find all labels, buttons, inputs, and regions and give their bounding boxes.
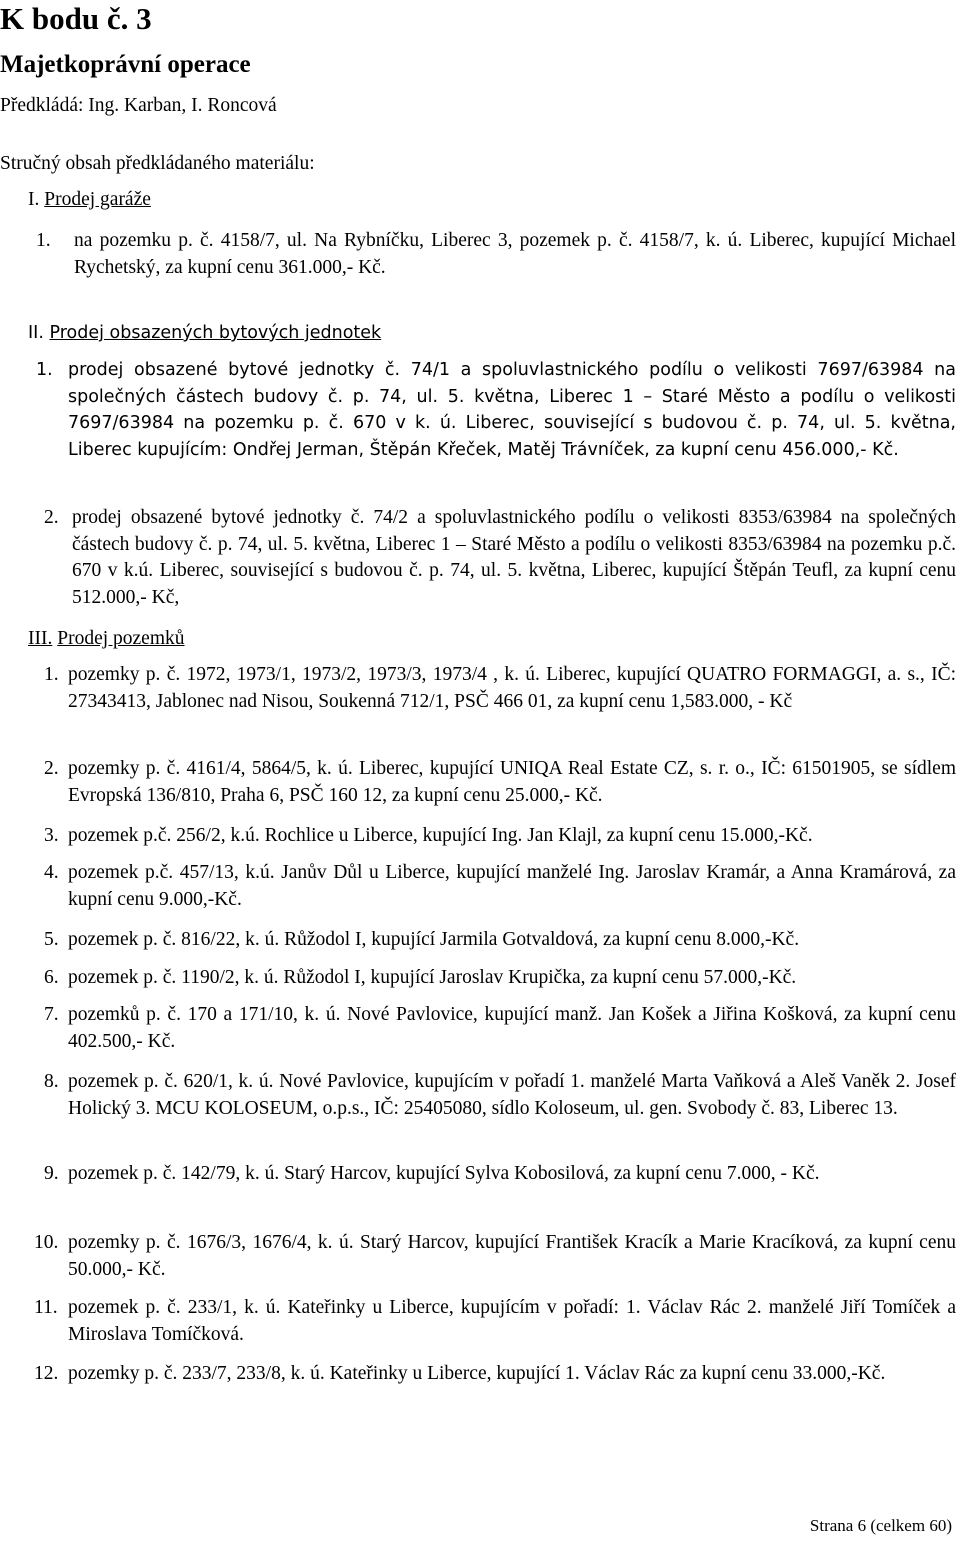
item-number: 2. (44, 758, 59, 779)
list-item (44, 1002, 956, 1055)
item-text: pozemky p. č. 4161/4, 5864/5, k. ú. Liberec, kupující UNIQA Real Estate CZ, s. r. o., IČ: 61501905, se sídlem Evropská 136/810, Praha 6, PSČ 160 12, za kupní cenu 25.000,- Kč. (68, 758, 956, 806)
item-text: pozemek p.č. 256/2, k.ú. Rochlice u Liberce, kupující Ing. Jan Klajl, za kupní cenu 15.000,-Kč. (68, 825, 813, 846)
section-title: Prodej garáže (44, 189, 151, 210)
item-number: 8. (44, 1071, 59, 1092)
item-text: pozemek p.č. 457/13, k.ú. Janův Důl u Liberce, kupující manželé Ing. Jaroslav Kramár, a Anna Kramárová, za kupní cenu 9.000,-Kč. (68, 862, 956, 910)
list-item (44, 860, 956, 913)
list-item (44, 1161, 956, 1188)
section-heading-land (28, 627, 185, 651)
section-numeral: I. (28, 189, 40, 210)
item-number: 10. (34, 1232, 59, 1253)
item-number: 1. (36, 360, 53, 380)
document-title: K bodu č. 3 (0, 1, 152, 36)
section-numeral: II. (28, 323, 44, 343)
list-item (36, 228, 956, 281)
list-item (34, 1361, 956, 1388)
list-item (44, 662, 956, 715)
item-text: prodej obsazené bytové jednotky č. 74/1 a spoluvlastnického podílu o velikosti 7697/63984 na společných částech budovy č. p. 74, ul. 5. května, Liberec 1 – Staré Město a podílu o velikosti 7697/63984 na pozemku p. č. 670 v k. ú. Liberec, související s budovou č. p. 74, ul. 5. května, Liberec kupujícím: Ondřej Jerman, Štěpán Křeček, Matěj Trávníček, za kupní cenu 456.000,- Kč. (68, 360, 956, 460)
item-number: 1. (36, 230, 51, 251)
document-subtitle: Majetkoprávní operace (0, 51, 251, 78)
item-text: pozemek p. č. 816/22, k. ú. Růžodol I, kupující Jarmila Gotvaldová, za kupní cenu 8.000,-Kč. (68, 929, 800, 950)
section-heading-units (28, 321, 381, 345)
item-text: pozemků p. č. 170 a 171/10, k. ú. Nové Pavlovice, kupující manž. Jan Košek a Jiřina Košková, za kupní cenu 402.500,- Kč. (68, 1004, 956, 1052)
item-number: 11. (34, 1297, 58, 1318)
list-item (44, 965, 956, 992)
list-item (34, 1295, 956, 1348)
list-item (44, 1069, 956, 1122)
item-text: pozemky p. č. 1676/3, 1676/4, k. ú. Starý Harcov, kupující František Kracík a Marie Kracíková, za kupní cenu 50.000,- Kč. (68, 1232, 956, 1280)
item-number: 9. (44, 1163, 59, 1184)
list-item (44, 756, 956, 809)
item-number: 1. (44, 664, 59, 685)
list-item (34, 1230, 956, 1283)
section-title: Prodej pozemků (57, 628, 185, 649)
item-number: 3. (44, 825, 59, 846)
section-heading-garage (28, 188, 151, 212)
item-number: 6. (44, 967, 59, 988)
page-number: Strana 6 (celkem 60) (809, 1516, 952, 1535)
item-text: pozemek p. č. 233/1, k. ú. Kateřinky u Liberce, kupujícím v pořadí: 1. Václav Rác 2. manželé Jiří Tomíček a Miroslava Tomíčková. (68, 1297, 956, 1345)
list-item (44, 927, 956, 954)
item-number: 4. (44, 862, 59, 883)
list-item (44, 823, 956, 850)
item-text: pozemky p. č. 233/7, 233/8, k. ú. Kateřinky u Liberce, kupující 1. Václav Rác za kupní cenu 33.000,-Kč. (68, 1363, 886, 1384)
item-text: prodej obsazené bytové jednotky č. 74/2 a spoluvlastnického podílu o velikosti 8353/63984 na společných částech budovy č. p. 74, ul. 5. května, Liberec 1 – Staré Město a podílu o velikosti 8353/63984 na pozemku p.č. 670 v k.ú. Liberec, související s budovou č. p. 74, ul. 5. května, Liberec, kupující Štěpán Teufl, za kupní cenu 512.000,- Kč, (72, 507, 956, 608)
item-number: 12. (34, 1363, 59, 1384)
item-text: pozemek p. č. 142/79, k. ú. Starý Harcov, kupující Sylva Kobosilová, za kupní cenu 7.000, - Kč. (68, 1163, 820, 1184)
item-number: 5. (44, 929, 59, 950)
list-item (36, 357, 956, 463)
list-item (44, 505, 956, 611)
item-text: pozemek p. č. 1190/2, k. ú. Růžodol I, kupující Jaroslav Krupička, za kupní cenu 57.000,-Kč. (68, 967, 797, 988)
presenters-line: Předkládá: Ing. Karban, I. Roncová (0, 95, 277, 116)
summary-label: Stručný obsah předkládaného materiálu: (0, 153, 315, 174)
item-text: pozemky p. č. 1972, 1973/1, 1973/2, 1973/3, 1973/4 , k. ú. Liberec, kupující QUATRO FORMAGGI, a. s., IČ: 27343413, Jablonec nad Nisou, Soukenná 712/1, PSČ 466 01, za kupní cenu 1,583.000, - Kč (68, 664, 956, 712)
item-number: 7. (44, 1004, 59, 1025)
item-number: 2. (44, 507, 59, 528)
item-text: pozemek p. č. 620/1, k. ú. Nové Pavlovice, kupujícím v pořadí 1. manželé Marta Vaňková a Aleš Vaněk 2. Josef Holický 3. MCU KOLOSEUM, o.p.s., IČ: 25405080, sídlo Koloseum, ul. gen. Svobody č. 83, Liberec 13. (68, 1071, 956, 1119)
section-numeral: III. (28, 628, 53, 649)
item-text: na pozemku p. č. 4158/7, ul. Na Rybníčku, Liberec 3, pozemek p. č. 4158/7, k. ú. Liberec, kupující Michael Rychetský, za kupní cenu 361.000,- Kč. (74, 230, 956, 278)
section-title: Prodej obsazených bytových jednotek (49, 323, 382, 343)
